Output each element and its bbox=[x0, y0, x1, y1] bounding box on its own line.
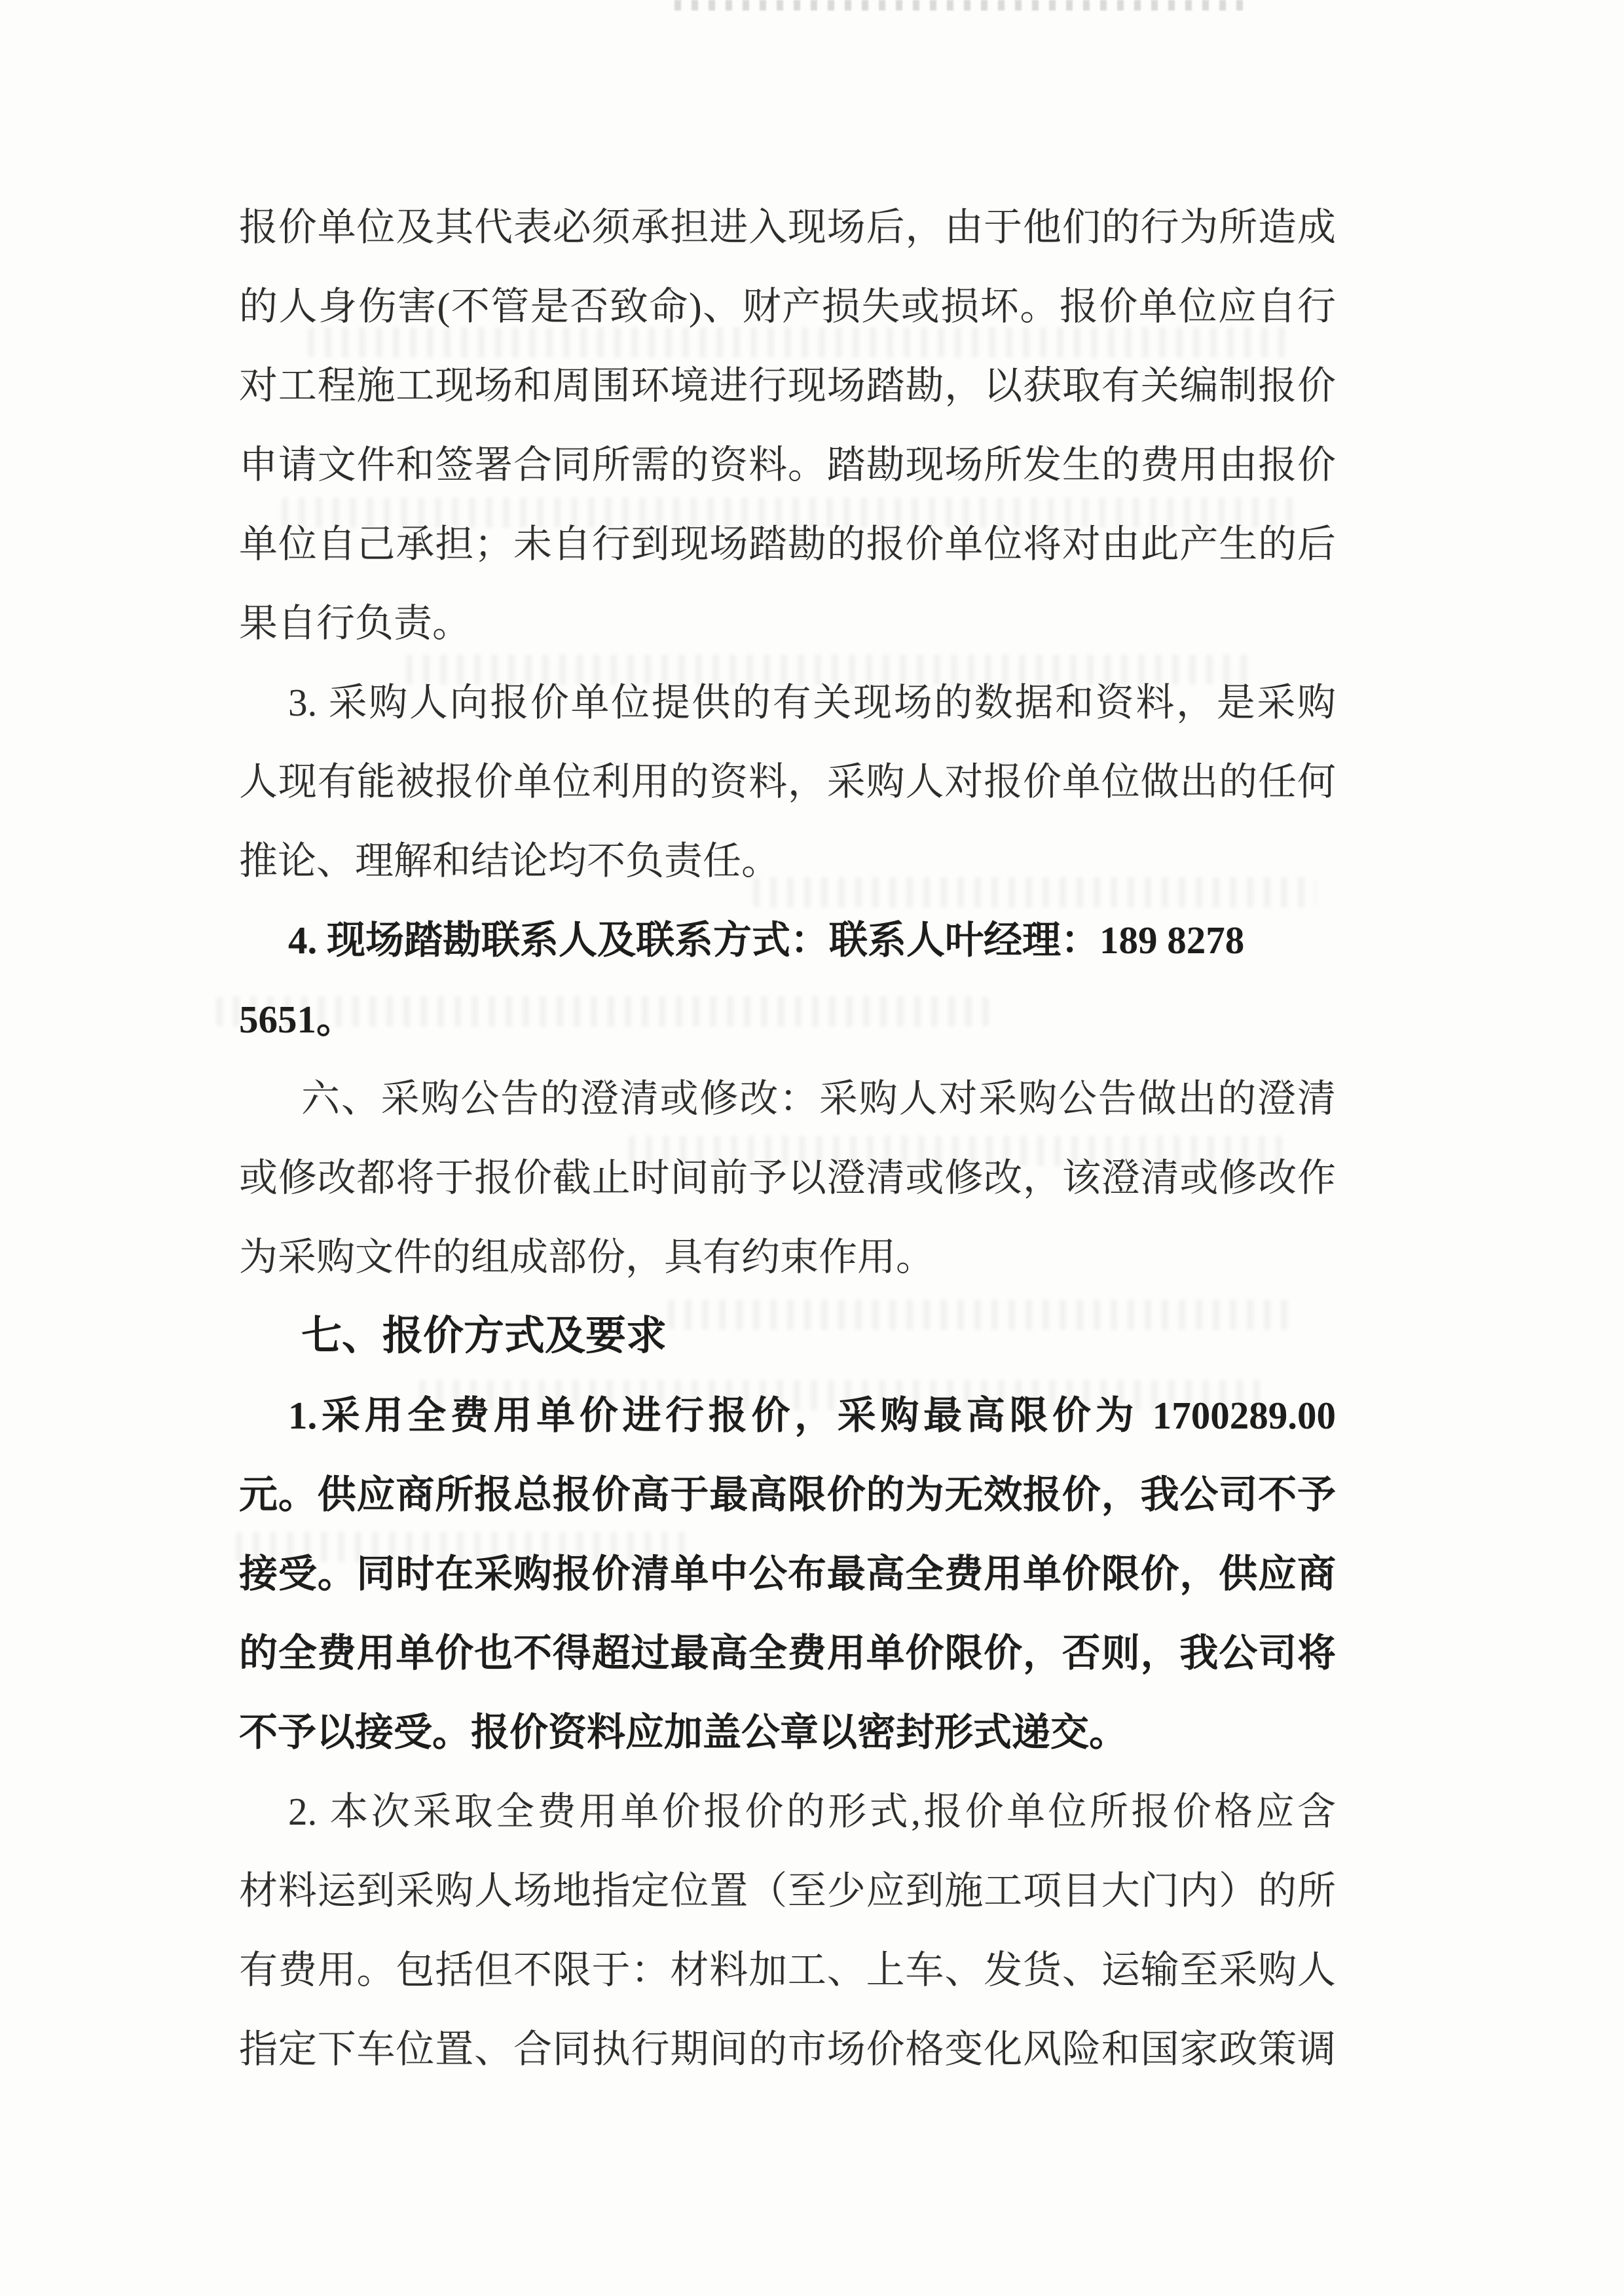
text-line: 指定下车位置、合同执行期间的市场价格变化风险和国家政策调 bbox=[239, 2028, 1336, 2071]
text-line: 的全费用单价也不得超过最高全费用单价限价，否则，我公司将 bbox=[239, 1631, 1336, 1675]
text-line: 人现有能被报价单位利用的资料，采购人对报价单位做出的任何 bbox=[239, 760, 1336, 803]
text-line: 接受。同时在采购报价清单中公布最高全费用单价限价，供应商 bbox=[239, 1552, 1336, 1595]
text-line: 有费用。包括但不限于：材料加工、上车、发货、运输至采购人 bbox=[239, 1948, 1336, 1992]
text-line: 推论、理解和结论均不负责任。 bbox=[239, 839, 781, 883]
text-line: 1.采用全费用单价进行报价，采购最高限价为 1700289.00 bbox=[288, 1394, 1336, 1437]
text-line: 单位自己承担；未自行到现场踏勘的报价单位将对由此产生的后 bbox=[239, 522, 1336, 566]
text-line: 或修改都将于报价截止时间前予以澄清或修改，该澄清或修改作 bbox=[239, 1156, 1336, 1199]
clause-item-4-contact bbox=[239, 901, 1336, 1059]
text-line: 4. 现场踏勘联系人及联系方式：联系人叶经理：189 8278 bbox=[288, 919, 1245, 962]
text-line: 的人身伤害(不管是否致命)、财产损失或损坏。报价单位应自行 bbox=[239, 285, 1336, 328]
text-line: 元。供应商所报总报价高于最高限价的为无效报价，我公司不予 bbox=[239, 1473, 1336, 1516]
text-line: 3. 采购人向报价单位提供的有关现场的数据和资料，是采购 bbox=[288, 681, 1336, 724]
clause-section-6-clarification bbox=[239, 1059, 1336, 1297]
text-line: 2. 本次采取全费用单价报价的形式,报价单位所报价格应含 bbox=[288, 1790, 1336, 1833]
text-line: 对工程施工现场和周围环境进行现场踏勘，以获取有关编制报价 bbox=[239, 364, 1336, 407]
text-line: 报价单位及其代表必须承担进入现场后，由于他们的行为所造成 bbox=[239, 206, 1336, 249]
text-block bbox=[239, 188, 1336, 2089]
text-line: 果自行负责。 bbox=[239, 602, 471, 645]
section-7-heading bbox=[239, 1297, 1336, 1376]
clause-item-1-price-cap bbox=[239, 1376, 1336, 1772]
clause-site-visit-liability-continued bbox=[239, 188, 1336, 663]
text-line: 申请文件和签署合同所需的资料。踏勘现场所发生的费用由报价 bbox=[239, 443, 1336, 486]
text-line: 不予以接受。报价资料应加盖公章以密封形式递交。 bbox=[239, 1711, 1128, 1754]
text-line: 5651。 bbox=[239, 998, 356, 1041]
bleedthrough-ghost bbox=[674, 0, 1251, 10]
text-line: 为采购文件的组成部份，具有约束作用。 bbox=[239, 1235, 935, 1279]
text-line: 材料运到采购人场地指定位置（至少应到施工项目大门内）的所 bbox=[239, 1869, 1336, 1912]
section-heading: 七、报价方式及要求 bbox=[301, 1314, 667, 1358]
clause-item-3-site-data bbox=[239, 663, 1336, 901]
clause-item-2-full-cost-price bbox=[239, 1772, 1336, 2089]
text-line: 六、采购公告的澄清或修改：采购人对采购公告做出的澄清 bbox=[301, 1077, 1336, 1120]
